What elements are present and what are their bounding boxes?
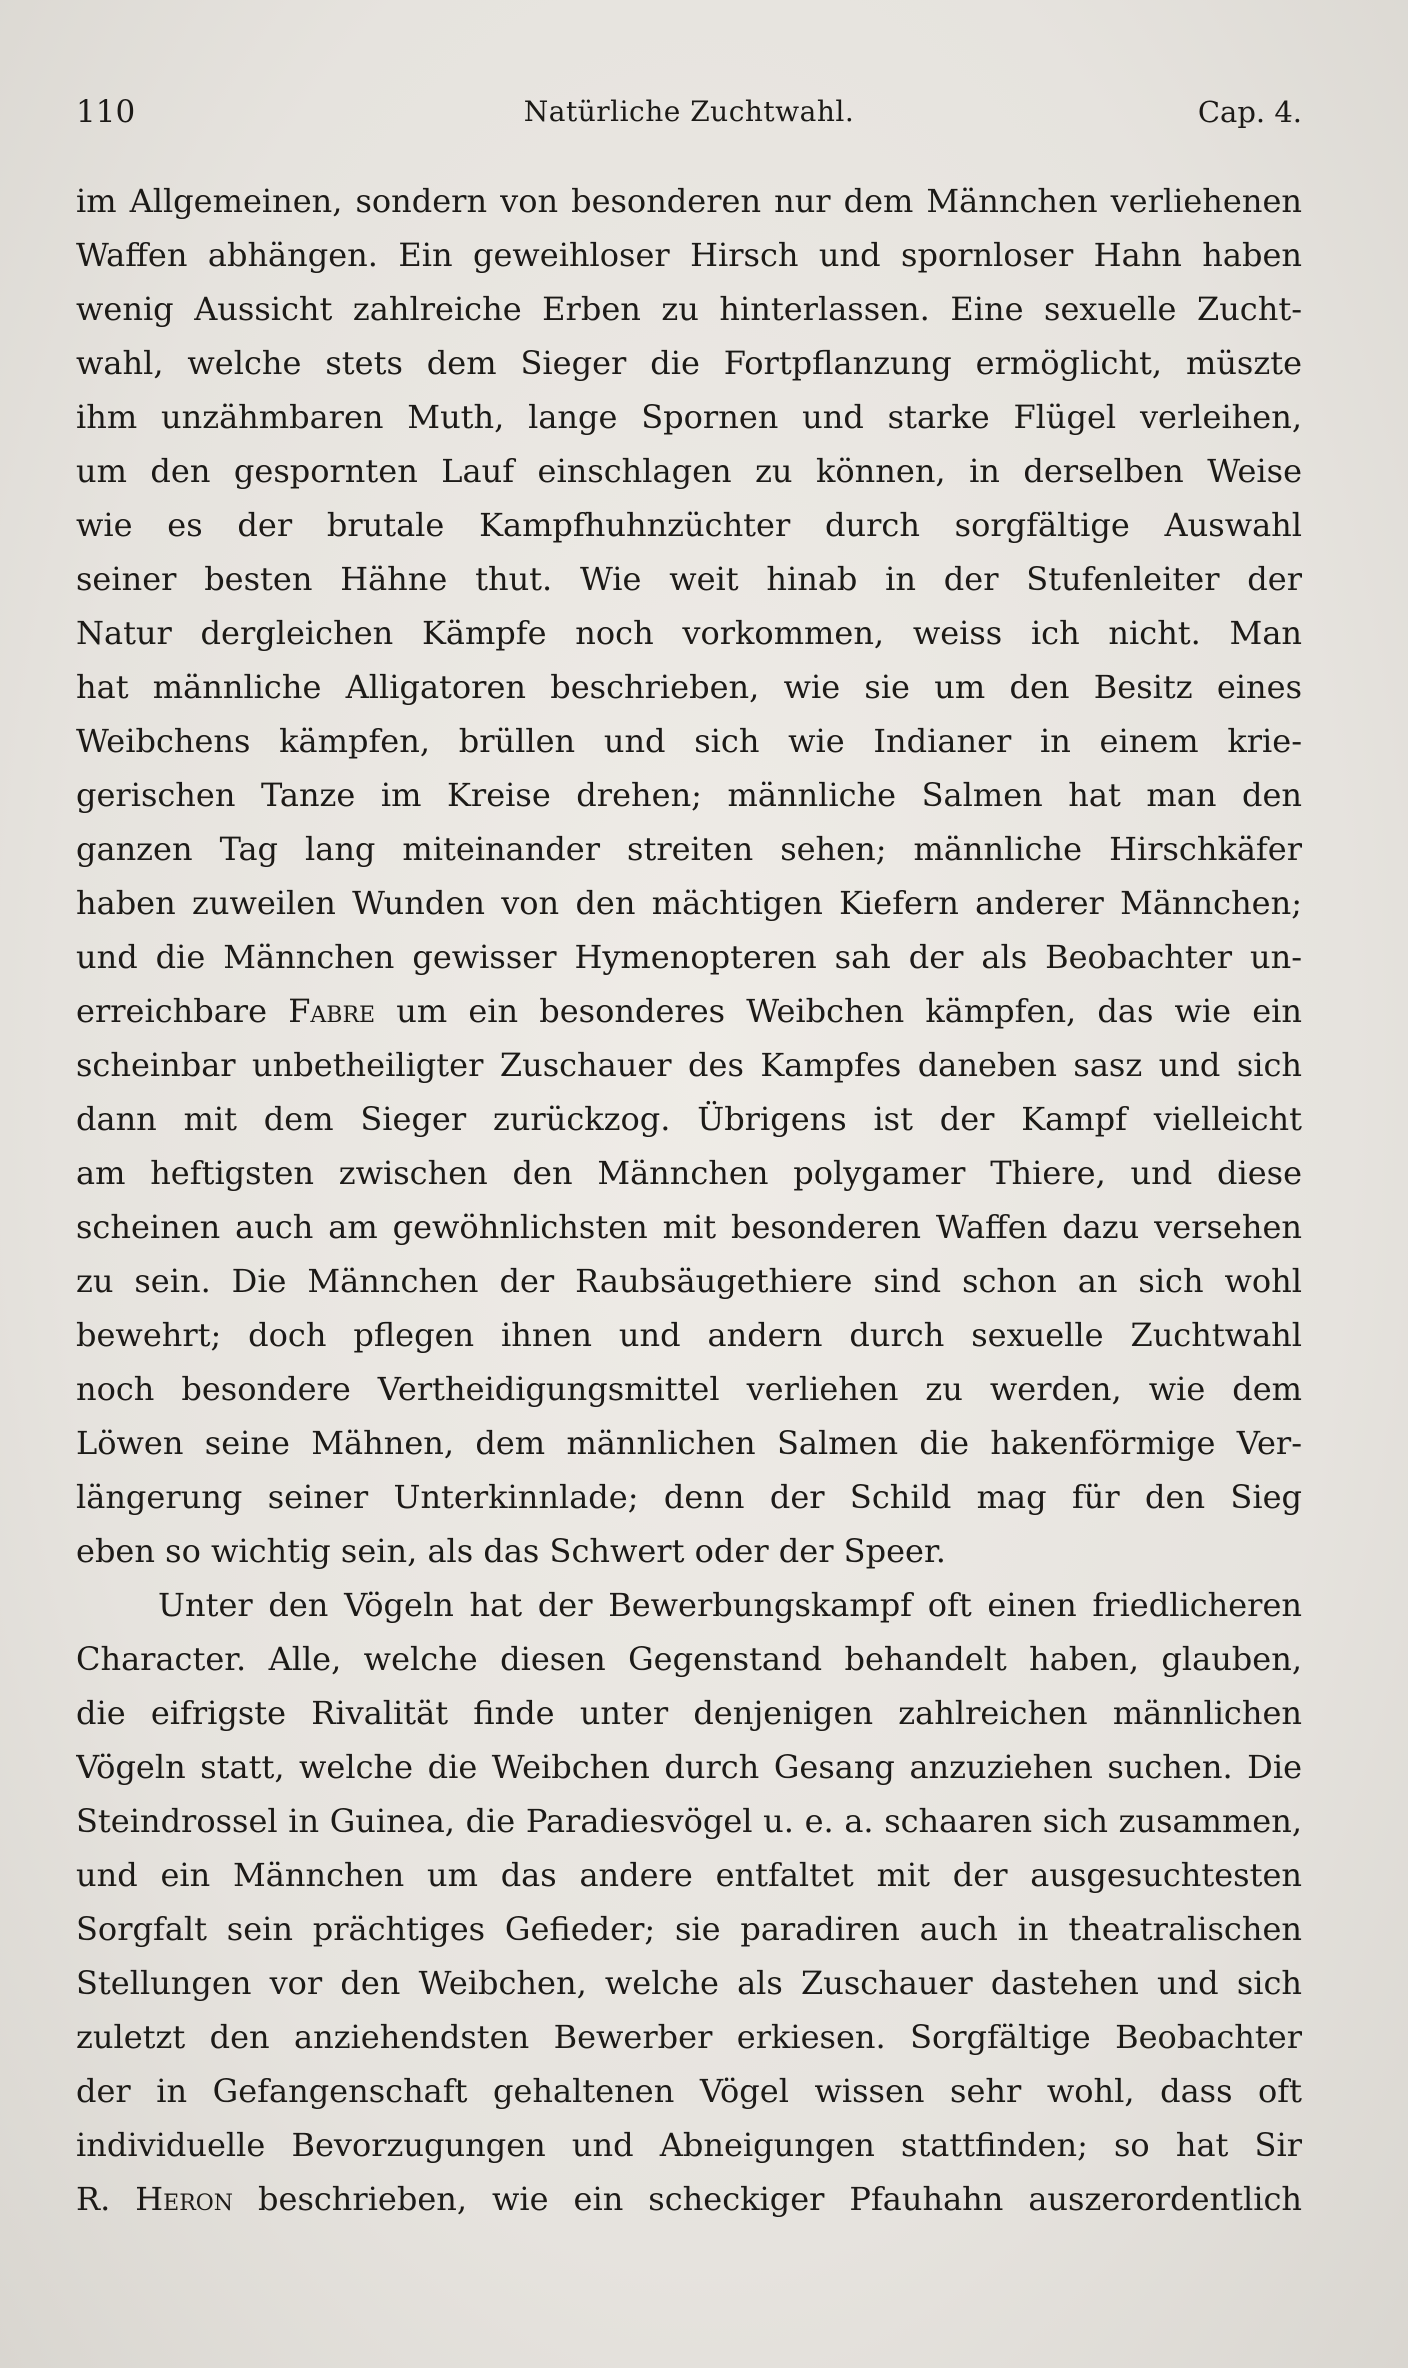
text-line: scheinen auch am gewöhnlichsten mit besonderen Waffen dazu versehen — [76, 1208, 1302, 1246]
text-line: noch besondere Vertheidigungsmittel verliehen zu werden, wie dem — [76, 1370, 1302, 1408]
chapter-label: Cap. 4. — [1197, 95, 1302, 129]
page-number: 110 — [76, 94, 136, 130]
text-line: Character. Alle, welche diesen Gegenstand behandelt haben, glauben, — [76, 1640, 1302, 1678]
text-segment: um ein besonderes Weibchen kämpfen, das wie ein — [375, 992, 1302, 1030]
text-line: hat männliche Alligatoren beschrieben, wie sie um den Besitz eines — [76, 668, 1302, 706]
text-line: Sorgfalt sein prächtiges Gefieder; sie paradiren auch in theatralischen — [76, 1910, 1302, 1948]
text-segment: beschrieben, wie ein scheckiger Pfauhahn auszerordentlich — [233, 2180, 1302, 2218]
text-line: Waffen abhängen. Ein geweihloser Hirsch und spornloser Hahn haben — [76, 236, 1302, 274]
paragraph-first-line: Unter den Vögeln hat der Bewerbungskampf oft einen friedlicheren — [158, 1586, 1302, 1624]
text-segment: erreichbare — [76, 992, 289, 1030]
text-line: haben zuweilen Wunden von den mächtigen Kiefern anderer Männchen; — [76, 884, 1302, 922]
text-line: zu sein. Die Männchen der Raubsäugethiere sind schon an sich wohl — [76, 1262, 1302, 1300]
text-line: um den gespornten Lauf einschlagen zu können, in derselben Weise — [76, 452, 1302, 490]
running-title: Natürliche Zuchtwahl. — [523, 95, 855, 128]
text-line: dann mit dem Sieger zurückzog. Übrigens ist der Kampf vielleicht — [76, 1100, 1302, 1138]
text-line: am heftigsten zwischen den Männchen polygamer Thiere, und diese — [76, 1154, 1302, 1192]
text-line: scheinbar unbetheiligter Zuschauer des Kampfes daneben sasz und sich — [76, 1046, 1302, 1084]
text-line: Stellungen vor den Weibchen, welche als Zuschauer dastehen und sich — [76, 1964, 1302, 2002]
text-line: im Allgemeinen, sondern von besonderen nur dem Männchen verliehenen — [76, 182, 1302, 220]
text-segment: R. — [76, 2180, 136, 2218]
text-line: zuletzt den anziehendsten Bewerber erkiesen. Sorgfältige Beobachter — [76, 2018, 1302, 2056]
text-line: bewehrt; doch pflegen ihnen und andern durch sexuelle Zuchtwahl — [76, 1316, 1302, 1354]
text-line: Weibchens kämpfen, brüllen und sich wie Indianer in einem krie- — [76, 722, 1302, 760]
text-line: Steindrossel in Guinea, die Paradiesvögel u. e. a. schaaren sich zusammen, — [76, 1802, 1302, 1840]
text-line: ihm unzähmbaren Muth, lange Spornen und starke Flügel verleihen, — [76, 398, 1302, 436]
text-line: ganzen Tag lang miteinander streiten sehen; männliche Hirschkäfer — [76, 830, 1302, 868]
text-line: seiner besten Hähne thut. Wie weit hinab in der Stufenleiter der — [76, 560, 1302, 598]
text-line: und ein Männchen um das andere entfaltet mit der ausgesuchtesten — [76, 1856, 1302, 1894]
text-line: und die Männchen gewisser Hymenopteren sah der als Beobachter un- — [76, 938, 1302, 976]
paragraph-last-line: eben so wichtig sein, als das Schwert oder der Speer. — [76, 1532, 946, 1570]
text-line: gerischen Tanze im Kreise drehen; männliche Salmen hat man den — [76, 776, 1302, 814]
text-line: wenig Aussicht zahlreiche Erben zu hinterlassen. Eine sexuelle Zucht- — [76, 290, 1302, 328]
text-line: Löwen seine Mähnen, dem männlichen Salmen die hakenförmige Ver- — [76, 1424, 1302, 1462]
text-line — [76, 984, 1302, 1038]
author-name-fabre: Fabre — [288, 992, 376, 1030]
page-header — [76, 86, 1302, 138]
text-line: Vögeln statt, welche die Weibchen durch Gesang anzuziehen suchen. Die — [76, 1748, 1302, 1786]
text-line: die eifrigste Rivalität finde unter denjenigen zahlreichen männlichen — [76, 1694, 1302, 1732]
text-line — [76, 2172, 1302, 2226]
text-line: individuelle Bevorzugungen und Abneigungen stattfinden; so hat Sir — [76, 2126, 1302, 2164]
text-line: Natur dergleichen Kämpfe noch vorkommen, weiss ich nicht. Man — [76, 614, 1302, 652]
text-line: wahl, welche stets dem Sieger die Fortpflanzung ermöglicht, müszte — [76, 344, 1302, 382]
text-line: längerung seiner Unterkinnlade; denn der Schild mag für den Sieg — [76, 1478, 1302, 1516]
author-name-heron: Heron — [135, 2180, 234, 2218]
body-text — [76, 174, 1302, 2226]
text-line: der in Gefangenschaft gehaltenen Vögel wissen sehr wohl, dass oft — [76, 2072, 1302, 2110]
text-line: wie es der brutale Kampfhuhnzüchter durch sorgfältige Auswahl — [76, 506, 1302, 544]
